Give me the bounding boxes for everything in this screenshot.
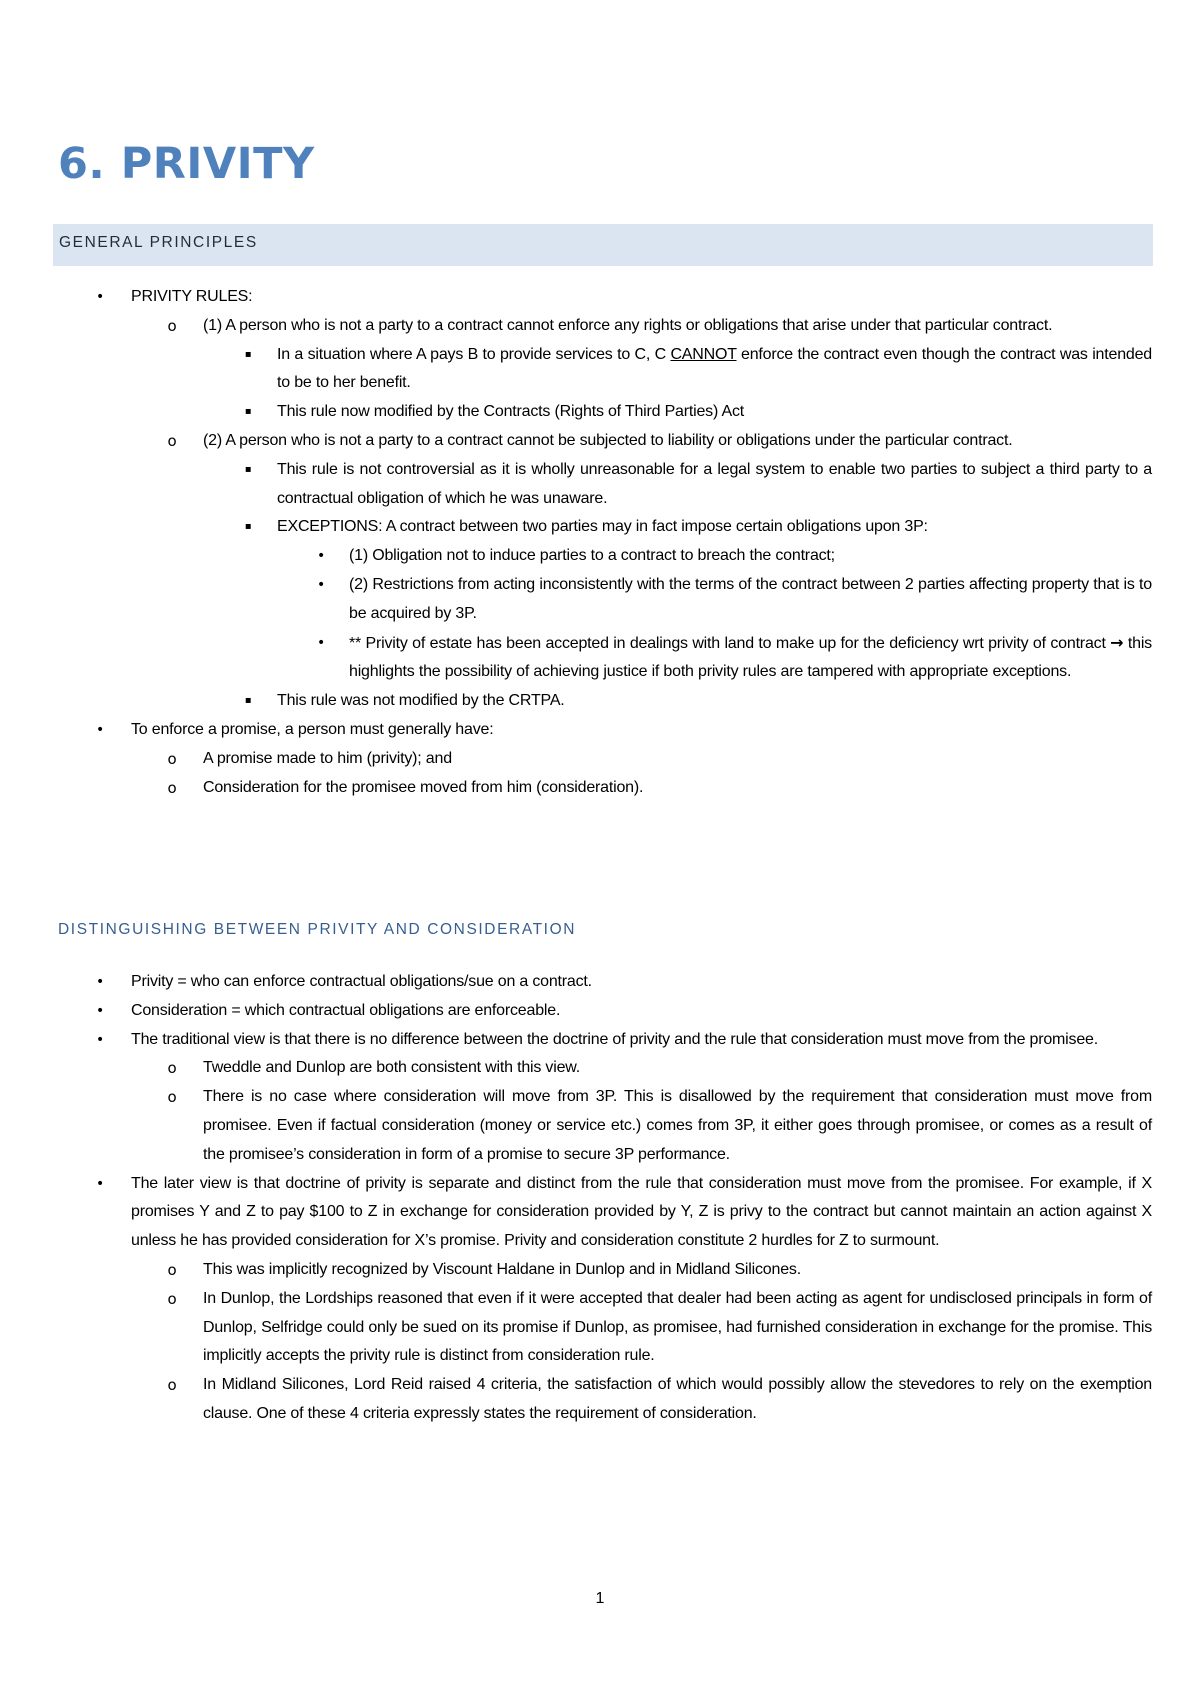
list-item: o (2) A person who is not a party to a contract cannot be subjected to liability or obligations under the particular contract. <box>0 427 1152 456</box>
list-item: o In Dunlop, the Lordships reasoned that even if it were accepted that dealer had been acting as agent for undisclosed principals in form of Dunlop, Selfridge could only be sued on its promise if Dunlop, as promisee, had furnished consideration in exchange for the promise. This implicitly accepts the privity rule is distinct from consideration rule. <box>0 1285 1152 1371</box>
bullet-marker: • <box>95 721 105 738</box>
list-item: o Tweddle and Dunlop are both consistent with this view. <box>0 1054 1152 1083</box>
section-heading-general: GENERAL PRINCIPLES <box>59 234 258 251</box>
list-item: o There is no case where consideration will move from 3P. This is disallowed by the requirement that consideration must move from promisee. Even if factual consideration (money or service etc.) comes from 3P, it either goes through promisee, or comes as a result of the promisee’s consideration in form of a promise to secure 3P performance. <box>0 1083 1152 1169</box>
list-item: ▪ This rule is not controversial as it is wholly unreasonable for a legal system to enable two parties to subject a third party to a contractual obligation of which he was unaware. <box>0 456 1152 514</box>
distinguishing-list <box>0 968 1152 1429</box>
bullet-marker: • <box>95 1031 105 1048</box>
bullet-marker: • <box>316 576 326 593</box>
list-item: • PRIVITY RULES: <box>0 283 1152 312</box>
cannot-emphasis: CANNOT <box>670 345 737 363</box>
general-principles-list <box>0 283 1152 802</box>
circle-marker: o <box>167 1088 177 1107</box>
circle-marker: o <box>167 778 177 797</box>
bullet-marker: • <box>95 974 105 990</box>
list-item: ▪ EXCEPTIONS: A contract between two parties may in fact impose certain obligations upon 3P: <box>0 513 1152 542</box>
list-item: o A promise made to him (privity); and <box>0 745 1152 774</box>
list-item: • (2) Restrictions from acting inconsistently with the terms of the contract between 2 parties affecting property that is to be acquired by 3P. <box>0 571 1152 629</box>
list-item: o Consideration for the promisee moved from him (consideration). <box>0 774 1152 803</box>
circle-marker: o <box>167 1059 177 1078</box>
arrow-right-icon: → <box>1110 632 1124 652</box>
list-item: o (1) A person who is not a party to a contract cannot enforce any rights or obligations that arise under that particular contract. <box>0 312 1152 341</box>
square-marker: ▪ <box>244 406 252 418</box>
page-number: 1 <box>595 1590 605 1607</box>
bullet-marker: • <box>316 634 326 651</box>
circle-marker: o <box>167 1260 177 1279</box>
list-item: • Privity = who can enforce contractual obligations/sue on a contract. <box>0 968 1152 997</box>
list-item: o In Midland Silicones, Lord Reid raised 4 criteria, the satisfaction of which would possibly allow the stevedores to rely on the exemption clause. One of these 4 criteria expressly states the requirement of consideration. <box>0 1371 1152 1429</box>
bullet-marker: • <box>316 548 326 565</box>
square-marker: ▪ <box>244 521 252 533</box>
square-marker: ▪ <box>244 348 252 360</box>
square-marker: ▪ <box>244 695 252 707</box>
list-item: ▪ This rule was not modified by the CRTPA. <box>0 687 1152 716</box>
bullet-marker: • <box>95 1002 105 1019</box>
bullet-marker: • <box>95 289 105 305</box>
list-item: ▪ This rule now modified by the Contracts (Rights of Third Parties) Act <box>0 398 1152 427</box>
list-item: ▪ In a situation where A pays B to provide services to C, C CANNOT enforce the contract even though the contract was intended to be to her benefit. <box>0 341 1152 399</box>
circle-marker: o <box>167 1289 177 1308</box>
page-title: 6. PRIVITY <box>58 139 315 189</box>
section-heading-distinguishing: DISTINGUISHING BETWEEN PRIVITY AND CONSIDERATION <box>58 921 577 938</box>
list-item: o This was implicitly recognized by Viscount Haldane in Dunlop and in Midland Silicones. <box>0 1256 1152 1285</box>
square-marker: ▪ <box>244 463 252 475</box>
circle-marker: o <box>167 431 177 450</box>
list-item: • ** Privity of estate has been accepted in dealings with land to make up for the deficiency wrt privity of contract → this highlights the possibility of achieving justice if both privity rules are tampered with appropriate exceptions. <box>0 629 1152 688</box>
bullet-marker: • <box>95 1175 105 1192</box>
section-heading-general-band <box>53 224 1153 266</box>
circle-marker: o <box>167 1376 177 1395</box>
list-item: • (1) Obligation not to induce parties to a contract to breach the contract; <box>0 542 1152 571</box>
list-item: • The traditional view is that there is no difference between the doctrine of privity and the rule that consideration must move from the promisee. <box>0 1026 1152 1055</box>
list-item: • Consideration = which contractual obligations are enforceable. <box>0 997 1152 1026</box>
circle-marker: o <box>167 749 177 768</box>
list-item: • The later view is that doctrine of privity is separate and distinct from the rule that consideration must move from the promisee. For example, if X promises Y and Z to pay $100 to Z in exchange for consideration provided by Y, Z is privy to the contract but cannot maintain an action against X unless he has provided consideration for X’s promise. Privity and consideration constitute 2 hurdles for Z to surmount. <box>0 1170 1152 1256</box>
circle-marker: o <box>167 316 177 335</box>
list-item: • To enforce a promise, a person must generally have: <box>0 716 1152 745</box>
